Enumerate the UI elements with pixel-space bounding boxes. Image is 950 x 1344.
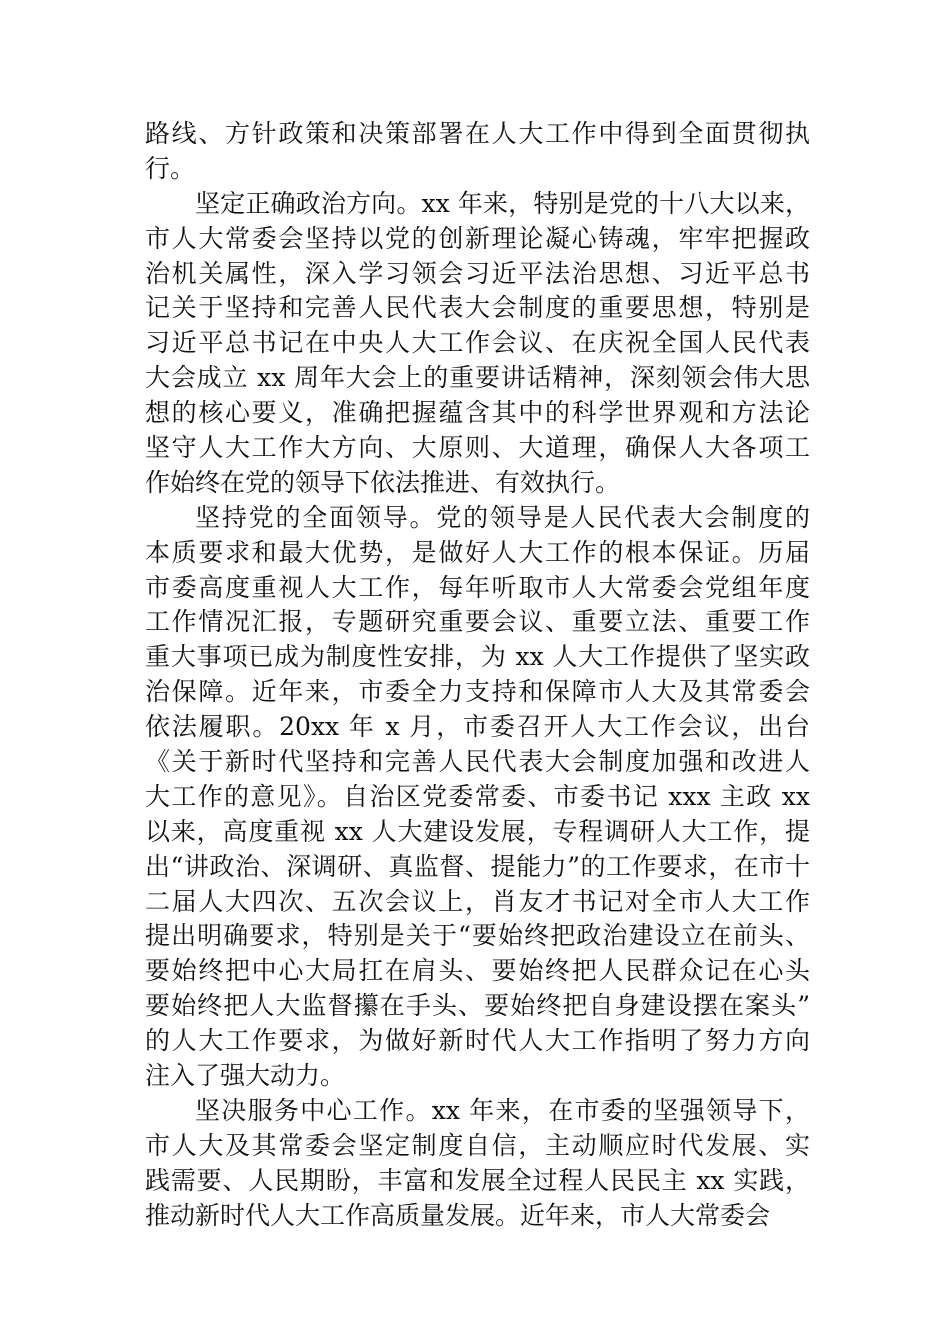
text-line: 推动新时代人大工作高质量发展。近年来，市人大常委会 xyxy=(145,1200,771,1230)
text-line: 工作情况汇报，专题研究重要会议、重要立法、重要工作 xyxy=(145,607,810,637)
text-line: 以来，高度重视 xx 人大建设发展，专程调研人大工作，提 xyxy=(145,816,810,846)
paragraph xyxy=(145,501,810,1094)
text-line: 践需要、人民期盼，丰富和发展全过程人民民主 xx 实践， xyxy=(145,1165,810,1195)
text-line: 坚决服务中心工作。xx 年来，在市委的坚强领导下， xyxy=(195,1095,810,1125)
text-line: 治机关属性，深入学习领会习近平法治思想、习近平总书 xyxy=(145,258,810,288)
text-line: 《关于新时代坚持和完善人民代表大会制度加强和改进人 xyxy=(145,747,810,777)
text-line: 出“讲政治、深调研、真监督、提能力”的工作要求，在市十 xyxy=(145,851,810,881)
text-line: 市委高度重视人大工作，每年听取市人大常委会党组年度 xyxy=(145,572,810,602)
text-line: 作始终在党的领导下依法推进、有效执行。 xyxy=(145,467,621,497)
text-line: 路线、方针政策和决策部署在人大工作中得到全面贯彻执 xyxy=(145,119,810,148)
text-line: 市人大常委会坚持以党的创新理论凝心铸魂，牢牢把握政 xyxy=(145,223,810,253)
text-line: 大工作的意见》。自治区党委常委、市委书记 xxx 主政 xx xyxy=(145,781,810,811)
text-line: 习近平总书记在中央人大工作会议、在庆祝全国人民代表 xyxy=(145,328,810,358)
paragraph xyxy=(145,187,810,501)
text-line: 坚守人大工作大方向、大原则、大道理，确保人大各项工 xyxy=(145,433,810,463)
text-line: 要始终把人大监督攥在手头、要始终把自身建设摆在案头” xyxy=(145,991,810,1021)
text-line: 二届人大四次、五次会议上，肖友才书记对全市人大工作 xyxy=(145,886,810,916)
text-line: 行。 xyxy=(145,153,196,183)
text-line: 本质要求和最大优势，是做好人大工作的根本保证。历届 xyxy=(145,537,810,567)
text-line: 提出明确要求，特别是关于“要始终把政治建设立在前头、 xyxy=(145,921,810,951)
text-line: 记关于坚持和完善人民代表大会制度的重要思想，特别是 xyxy=(145,293,810,323)
text-line: 市人大及其常委会坚定制度自信，主动顺应时代发展、实 xyxy=(145,1130,810,1160)
text-line: 的人大工作要求，为做好新时代人大工作指明了努力方向 xyxy=(145,1026,810,1056)
paragraph xyxy=(145,1094,810,1234)
paragraph xyxy=(145,117,810,187)
text-line: 重大事项已成为制度性安排，为 xx 人大工作提供了坚实政 xyxy=(145,642,810,672)
text-line: 依法履职。20xx 年 x 月，市委召开人大工作会议，出台 xyxy=(145,712,810,742)
text-line: 大会成立 xx 周年大会上的重要讲话精神，深刻领会伟大思 xyxy=(145,363,810,393)
text-line: 要始终把中心大局扛在肩头、要始终把人民群众记在心头 xyxy=(145,956,810,986)
text-line: 治保障。近年来，市委全力支持和保障市人大及其常委会 xyxy=(145,677,810,707)
text-line: 注入了强大动力。 xyxy=(145,1061,346,1091)
document-body xyxy=(145,117,810,1234)
text-line: 坚定正确政治方向。xx 年来，特别是党的十八大以来， xyxy=(195,188,810,218)
text-line: 坚持党的全面领导。党的领导是人民代表大会制度的 xyxy=(195,502,810,532)
text-line: 想的核心要义，准确把握蕴含其中的科学世界观和方法论 xyxy=(145,398,810,428)
